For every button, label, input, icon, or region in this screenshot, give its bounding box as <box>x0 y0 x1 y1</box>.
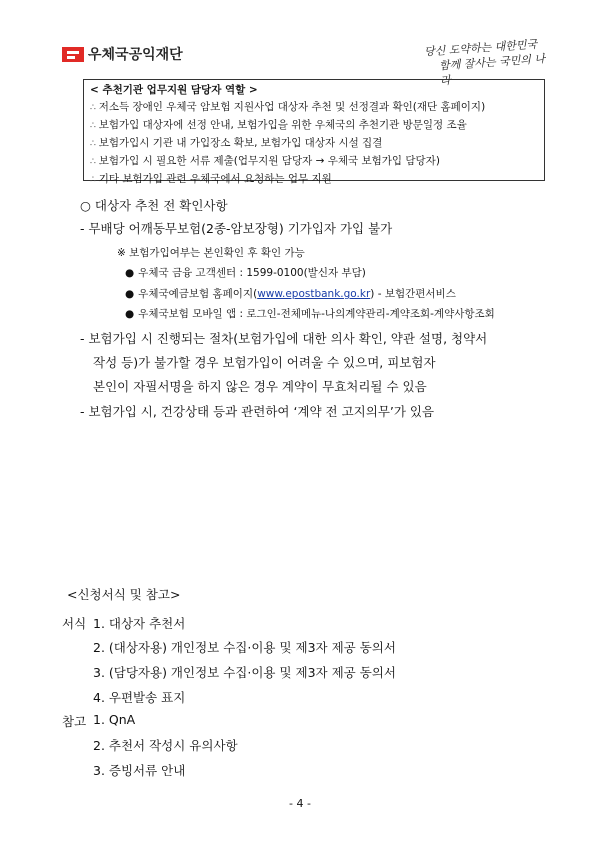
check-item-3: - 보험가입 시, 건강상태 등과 관련하여 ‘계약 전 고지의무’가 있음 <box>80 404 435 419</box>
foundation-logo <box>62 44 183 64</box>
page-header <box>0 0 600 88</box>
ref-item: 3. 증빙서류 안내 <box>93 763 186 778</box>
form-item: 1. 대상자 추천서 <box>93 616 186 631</box>
forms-label: 서식 <box>62 616 87 631</box>
role-item: ∴ 보험가입시 기관 내 가입장소 확보, 보험가입 대상자 시설 집결 <box>90 137 383 149</box>
slogan-line-2: 함께 잘사는 국민의 나라 <box>438 52 546 88</box>
role-item: ∴ 보험가입 대상자에 선정 안내, 보험가입을 위한 우체국의 추천기관 방문일정 조율 <box>90 119 467 131</box>
epostbank-link[interactable]: www.epostbank.go.kr <box>257 288 371 300</box>
ref-item: 1. QnA <box>93 712 136 727</box>
marker-icon: ∴ <box>90 157 96 167</box>
role-item: ∴ 보험가입 시 필요한 서류 제출(업무지원 담당자 → 우체국 보험가입 담당자) <box>90 155 440 167</box>
role-item: ∴ 기타 보험가입 관련 우체국에서 요청하는 업무 지원 <box>90 173 332 185</box>
form-item: 3. (담당자용) 개인정보 수집·이용 및 제3자 제공 동의서 <box>93 665 396 680</box>
refs-label: 참고 <box>62 714 87 729</box>
check-heading: ○ 대상자 추천 전 확인사항 <box>80 198 228 213</box>
role-box-title: < 추천기관 업무지원 담당자 역할 > <box>90 84 258 96</box>
slogan-line-1: 당신 도약하는 대한민국 <box>423 37 538 59</box>
ref-item: 2. 추천서 작성시 유의사항 <box>93 738 238 753</box>
bullet-icon: ● <box>125 308 135 320</box>
check-item-1: - 무배당 어깨동무보험(2종-암보장형) 기가입자 가입 불가 <box>80 221 393 236</box>
bullet-icon: ● <box>125 267 135 279</box>
role-item: ∴ 저소득 장애인 우체국 암보험 지원사업 대상자 추천 및 선정결과 확인(재단 홈페이지) <box>90 101 486 113</box>
marker-icon: ∴ <box>90 139 96 149</box>
check-note: ※ 보험가입여부는 본인확인 후 확인 가능 <box>117 247 305 259</box>
foundation-name: 우체국공익재단 <box>88 47 183 63</box>
bullet-icon: ● <box>125 288 135 300</box>
marker-icon: ∴ <box>90 121 96 131</box>
role-box <box>83 79 545 185</box>
form-item: 4. 우편발송 표지 <box>93 690 186 705</box>
check-sub-3: ● 우체국보험 모바일 앱 : 로그인-전체메뉴-나의계약관리-계약조회-계약사항조회 <box>125 308 495 320</box>
references-heading: <신청서식 및 참고> <box>67 587 181 602</box>
marker-icon: ∴ <box>90 103 96 113</box>
page-number: - 4 - <box>289 797 311 810</box>
check-item-2-line-3: 본인이 자필서명을 하지 않은 경우 계약이 무효처리될 수 있음 <box>93 379 427 394</box>
check-item-2-line-1: - 보험가입 시 진행되는 절차(보험가입에 대한 의사 확인, 약관 설명, 청약서 <box>80 331 488 346</box>
check-sub-1: ● 우체국 금융 고객센터 : 1599-0100(발신자 부담) <box>125 267 366 279</box>
check-sub-2: ● 우체국예금보험 홈페이지(www.epostbank.go.kr) - 보험간편서비스 <box>125 288 456 300</box>
marker-icon: ∴ <box>90 175 96 185</box>
form-item: 2. (대상자용) 개인정보 수집·이용 및 제3자 제공 동의서 <box>93 640 396 655</box>
check-item-2-line-2: 작성 등)가 불가할 경우 보험가입이 어려울 수 있으며, 피보험자 <box>93 355 436 370</box>
foundation-logo-icon <box>62 47 84 62</box>
